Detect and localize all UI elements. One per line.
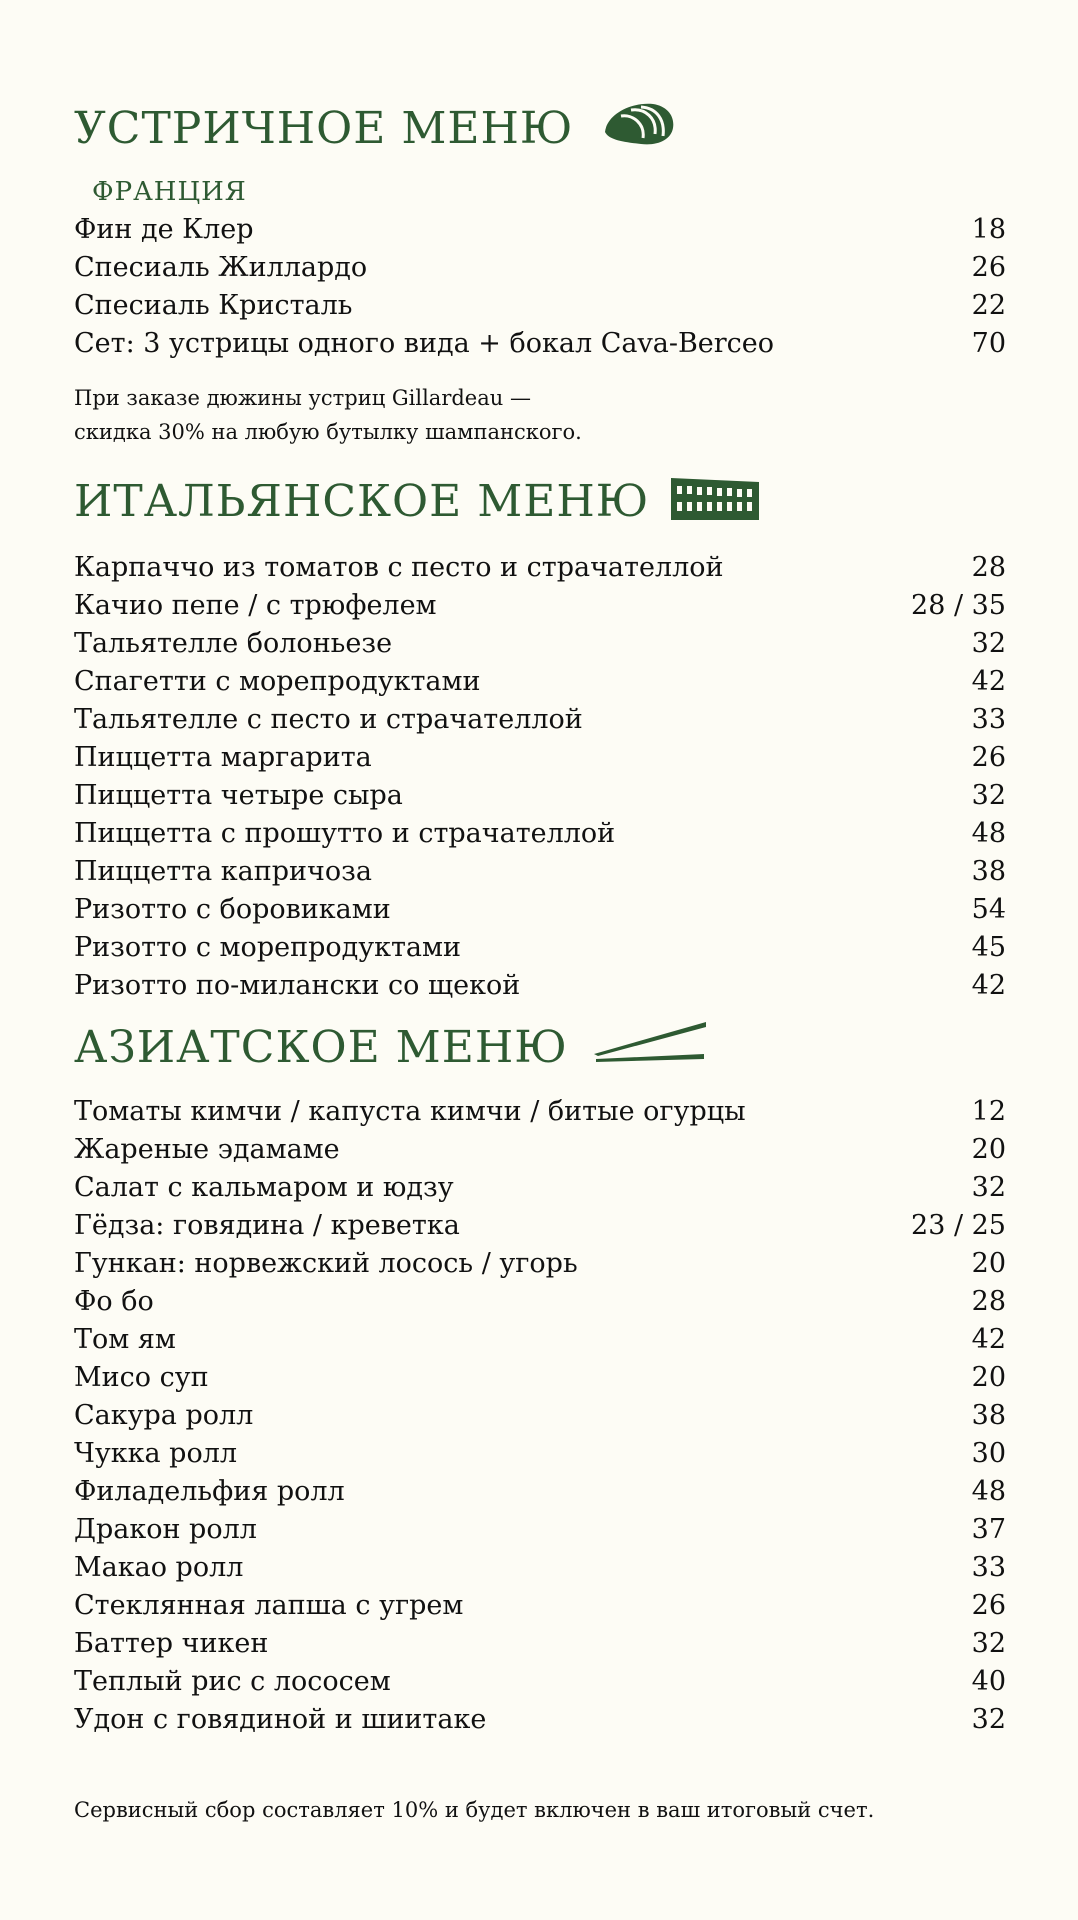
menu-item — [74, 1701, 1006, 1739]
menu-item — [74, 1663, 1006, 1701]
menu-item-price: 32 — [971, 780, 1006, 811]
menu-item-price: 28 / 35 — [911, 590, 1006, 621]
menu-item-price: 33 — [971, 1552, 1006, 1583]
menu-item-name: Мисо суп — [74, 1362, 209, 1393]
colosseum-icon — [669, 472, 761, 531]
menu-item-price: 28 — [971, 1286, 1006, 1317]
menu-item-price: 26 — [971, 742, 1006, 773]
oyster-menu-title-text: УСТРИЧНОЕ МЕНЮ — [74, 103, 574, 154]
menu-item-price: 38 — [971, 856, 1006, 887]
menu-item-name: Стеклянная лапша с угрем — [74, 1590, 464, 1621]
oyster-icon — [601, 98, 677, 159]
chopsticks-icon — [592, 1020, 708, 1075]
menu-item-name: Фин де Клер — [74, 214, 254, 245]
menu-item-price: 33 — [971, 704, 1006, 735]
menu-item — [74, 1283, 1006, 1321]
menu-item — [74, 701, 1006, 739]
menu-item-price: 54 — [971, 894, 1006, 925]
menu-item-name: Ризотто с морепродуктами — [74, 932, 462, 963]
menu-item-price: 23 / 25 — [911, 1210, 1006, 1241]
menu-item — [74, 1169, 1006, 1207]
menu-item-name: Сакура ролл — [74, 1400, 254, 1431]
menu-item — [74, 1321, 1006, 1359]
menu-item-name: Пиццетта с прошутто и страчателлой — [74, 818, 616, 849]
menu-item — [74, 549, 1006, 587]
menu-item-price: 32 — [971, 628, 1006, 659]
menu-item — [74, 1625, 1006, 1663]
menu-item — [74, 853, 1006, 891]
menu-item-name: Томаты кимчи / капуста кимчи / битые огурцы — [74, 1096, 746, 1127]
menu-item-price: 40 — [971, 1666, 1006, 1697]
menu-item-name: Фо бо — [74, 1286, 154, 1317]
menu-item-name: Ризотто по-милански со щекой — [74, 970, 521, 1001]
menu-item — [74, 891, 1006, 929]
menu-item — [74, 211, 1006, 249]
menu-item-name: Пиццетта капричоза — [74, 856, 372, 887]
menu-item-price: 42 — [971, 970, 1006, 1001]
menu-item — [74, 1093, 1006, 1131]
menu-item-price: 48 — [971, 1476, 1006, 1507]
menu-item — [74, 1131, 1006, 1169]
menu-item-name: Спагетти с морепродуктами — [74, 666, 481, 697]
menu-item — [74, 1549, 1006, 1587]
menu-item-price: 30 — [971, 1438, 1006, 1469]
italian-item-list — [74, 549, 1006, 1005]
oyster-note — [74, 381, 1006, 449]
menu-item-price: 26 — [971, 252, 1006, 283]
menu-item-name: Чукка ролл — [74, 1438, 238, 1469]
menu-item — [74, 1359, 1006, 1397]
menu-item — [74, 1511, 1006, 1549]
asian-menu-section — [74, 1020, 1006, 1739]
menu-item — [74, 625, 1006, 663]
menu-item-price: 26 — [971, 1590, 1006, 1621]
menu-item — [74, 1473, 1006, 1511]
menu-item-price: 28 — [971, 552, 1006, 583]
menu-item — [74, 1435, 1006, 1473]
menu-item-price: 42 — [971, 1324, 1006, 1355]
menu-item-name: Спесиаль Кристаль — [74, 290, 353, 321]
menu-item-price: 48 — [971, 818, 1006, 849]
menu-item-price: 20 — [971, 1248, 1006, 1279]
oyster-item-list — [74, 211, 1006, 363]
menu-item-price: 45 — [971, 932, 1006, 963]
menu-item-name: Жареные эдамаме — [74, 1134, 340, 1165]
italian-menu-title-text: ИТАЛЬЯНСКОЕ МЕНЮ — [74, 476, 650, 527]
service-charge-footer: Сервисный сбор составляет 10% и будет включен в ваш итоговый счет. — [74, 1798, 875, 1822]
asian-menu-title-text: АЗИАТСКОЕ МЕНЮ — [74, 1022, 568, 1073]
menu-item — [74, 929, 1006, 967]
menu-item-name: Гункан: норвежский лосось / угорь — [74, 1248, 578, 1279]
menu-item-name: Удон с говядиной и шиитаке — [74, 1704, 487, 1735]
menu-item-name: Дракон ролл — [74, 1514, 257, 1545]
menu-item — [74, 1587, 1006, 1625]
menu-item — [74, 1397, 1006, 1435]
menu-item — [74, 815, 1006, 853]
menu-item-name: Ризотто с боровиками — [74, 894, 391, 925]
menu-item-price: 20 — [971, 1134, 1006, 1165]
menu-item-name: Сет: 3 устрицы одного вида + бокал Cava-Berceo — [74, 328, 775, 359]
menu-item — [74, 325, 1006, 363]
menu-item-name: Салат с кальмаром и юдзу — [74, 1172, 454, 1203]
asian-menu-title — [74, 1020, 1006, 1075]
menu-item — [74, 739, 1006, 777]
oyster-menu-title — [74, 98, 1006, 159]
menu-item-name: Том ям — [74, 1324, 176, 1355]
oyster-note-line: При заказе дюжины устриц Gillardeau — — [74, 386, 531, 410]
menu-item-name: Макао ролл — [74, 1552, 244, 1583]
asian-item-list — [74, 1093, 1006, 1739]
menu-item-name: Теплый рис с лососем — [74, 1666, 391, 1697]
menu-item-name: Спесиаль Жиллардо — [74, 252, 368, 283]
menu-item-name: Тальятелле болоньезе — [74, 628, 393, 659]
menu-item — [74, 287, 1006, 325]
menu-item-price: 32 — [971, 1628, 1006, 1659]
italian-menu-section — [74, 472, 1006, 1005]
menu-item-name: Гёдза: говядина / креветка — [74, 1210, 460, 1241]
menu-item-price: 70 — [971, 328, 1006, 359]
menu-item — [74, 967, 1006, 1005]
menu-item-name: Пиццетта маргарита — [74, 742, 372, 773]
menu-item — [74, 777, 1006, 815]
menu-item-price: 32 — [971, 1704, 1006, 1735]
menu-item — [74, 1207, 1006, 1245]
menu-item-price: 38 — [971, 1400, 1006, 1431]
menu-item — [74, 1245, 1006, 1283]
menu-item — [74, 587, 1006, 625]
menu-item — [74, 663, 1006, 701]
menu-item-price: 37 — [971, 1514, 1006, 1545]
menu-item-price: 42 — [971, 666, 1006, 697]
menu-item-name: Филадельфия ролл — [74, 1476, 345, 1507]
menu-item-price: 20 — [971, 1362, 1006, 1393]
menu-item-price: 22 — [971, 290, 1006, 321]
menu-item-name: Тальятелле с песто и страчателлой — [74, 704, 583, 735]
oyster-menu-section — [74, 98, 1006, 449]
menu-item-price: 12 — [971, 1096, 1006, 1127]
italian-menu-title — [74, 472, 1006, 531]
menu-item-price: 18 — [971, 214, 1006, 245]
menu-item-price: 32 — [971, 1172, 1006, 1203]
menu-item-name: Карпаччо из томатов с песто и страчателлой — [74, 552, 724, 583]
menu-item — [74, 249, 1006, 287]
menu-item-name: Качио пепе / с трюфелем — [74, 590, 437, 621]
oyster-subheading: ФРАНЦИЯ — [92, 177, 247, 207]
menu-item-name: Баттер чикен — [74, 1628, 269, 1659]
oyster-note-line: скидка 30% на любую бутылку шампанского. — [74, 420, 582, 444]
menu-item-name: Пиццетта четыре сыра — [74, 780, 403, 811]
